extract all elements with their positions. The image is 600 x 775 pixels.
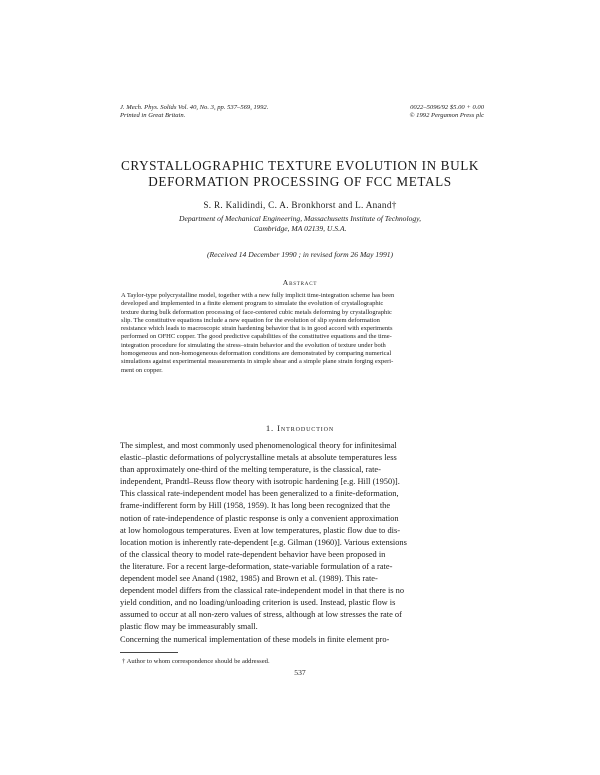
affiliation (100, 214, 500, 233)
section-heading-introduction: 1. Introduction (265, 423, 335, 433)
abstract-line: ment on copper. (121, 366, 163, 374)
received-dates: (Received 14 December 1990 ; in revised form 26 May 1991) (206, 250, 394, 259)
abstract-line: performed on OFHC copper. The good predictive capabilities of the constitutive equations and the time- (121, 333, 392, 341)
body-line: plastic flow may be immeasurably small. (120, 622, 258, 632)
abstract-heading: Abstract (282, 278, 318, 287)
abstract-line: integration procedure for simulating the stress–strain behavior and the evolution of texture under both (121, 341, 386, 349)
body-line: Concerning the numerical implementation of these models in finite element pro- (120, 634, 390, 644)
title-line-1: CRYSTALLOGRAPHIC TEXTURE EVOLUTION IN BULK (121, 158, 479, 173)
body-line: independent, Prandtl–Reuss flow theory with isotropic hardening [e.g. Hill (1950)]. (120, 477, 400, 487)
footnote-divider (120, 652, 178, 653)
abstract-body (121, 292, 483, 375)
author-list: S. R. Kalidindi, C. A. Bronkhorst and L. Anand† (203, 200, 397, 210)
abstract-line: texture during bulk deformation processing of face-centered cubic metals deforming by crystallographic (121, 308, 392, 316)
body-line: This classical rate-independent model has been generalized to a finite-deformation, (120, 489, 399, 499)
footnote-corresponding-author: † Author to whom correspondence should be addressed. (122, 658, 270, 665)
abstract-line: homogeneous and non-homogeneous deformation conditions are demonstrated by comparing numerical (121, 350, 392, 358)
page-number: 537 (294, 668, 306, 677)
journal-header-right (410, 104, 484, 120)
affiliation-line-1: Department of Mechanical Engineering, Massachusetts Institute of Technology, (178, 214, 422, 223)
body-line: dependent model see Anand (1982, 1985) and Brown et al. (1989). This rate- (120, 574, 378, 584)
body-line: location motion is inherently rate-dependent [e.g. Gilman (1960)]. Various extensions (120, 537, 407, 547)
body-line: elastic–plastic deformations of polycrystalline metals at absolute temperatures less (120, 453, 397, 463)
body-line: The simplest, and most commonly used phenomenological theory for infinitesimal (120, 441, 397, 450)
printed-in: Printed in Great Britain. (120, 112, 186, 119)
body-line: frame-indifferent form by Hill (1958, 1959). It has long been recognized that the (120, 501, 391, 511)
abstract-line: simulations against experimental measurements in simple shear and a simple plane strain forging experi- (121, 358, 394, 366)
abstract-line: resistance which leads to macroscopic strain hardening behavior that is in good accord with experiments (121, 325, 393, 333)
copyright: © 1992 Pergamon Press plc (409, 112, 484, 119)
body-line: assumed to occur at all non-zero values of stress, although at low stresses the rate of (120, 610, 402, 620)
abstract-line: slip. The constitutive equations include a new equation for the evolution of slip system deformation (121, 316, 380, 324)
body-line: dependent model differs from the classical rate-independent model in that there is no (120, 586, 405, 596)
abstract-line: A Taylor-type polycrystalline model, together with a new fully implicit time-integration scheme has been (121, 292, 395, 299)
title-line-2: DEFORMATION PROCESSING OF FCC METALS (148, 174, 452, 189)
body-line: the literature. For a recent large-deformation, state-variable formulation of a rate- (120, 561, 393, 571)
journal-citation: J. Mech. Phys. Solids Vol. 40, No. 3, pp. 537–569, 1992. (120, 104, 269, 111)
abstract-line: developed and implemented in a finite element program to simulate the evolution of crystallographic (121, 300, 384, 308)
issn-price: 0022–5096/92 $5.00 + 0.00 (410, 104, 484, 111)
body-line: notion of rate-independence of plastic response is only a convenient approximation (120, 513, 399, 523)
introduction-body (120, 440, 482, 646)
journal-header-left (120, 104, 268, 120)
affiliation-line-2: Cambridge, MA 02139, U.S.A. (253, 223, 347, 233)
body-line: of the classical theory to model rate-dependent behavior have been proposed in (120, 549, 386, 559)
body-line: yield condition, and no loading/unloading criterion is used. Instead, plastic flow is (120, 598, 396, 608)
body-line: than approximately one-third of the melting temperature, is the classical, rate- (120, 465, 381, 475)
paper-title (60, 158, 540, 190)
body-line: at low homologous temperatures. Even at low temperatures, plastic flow due to dis- (120, 525, 401, 535)
